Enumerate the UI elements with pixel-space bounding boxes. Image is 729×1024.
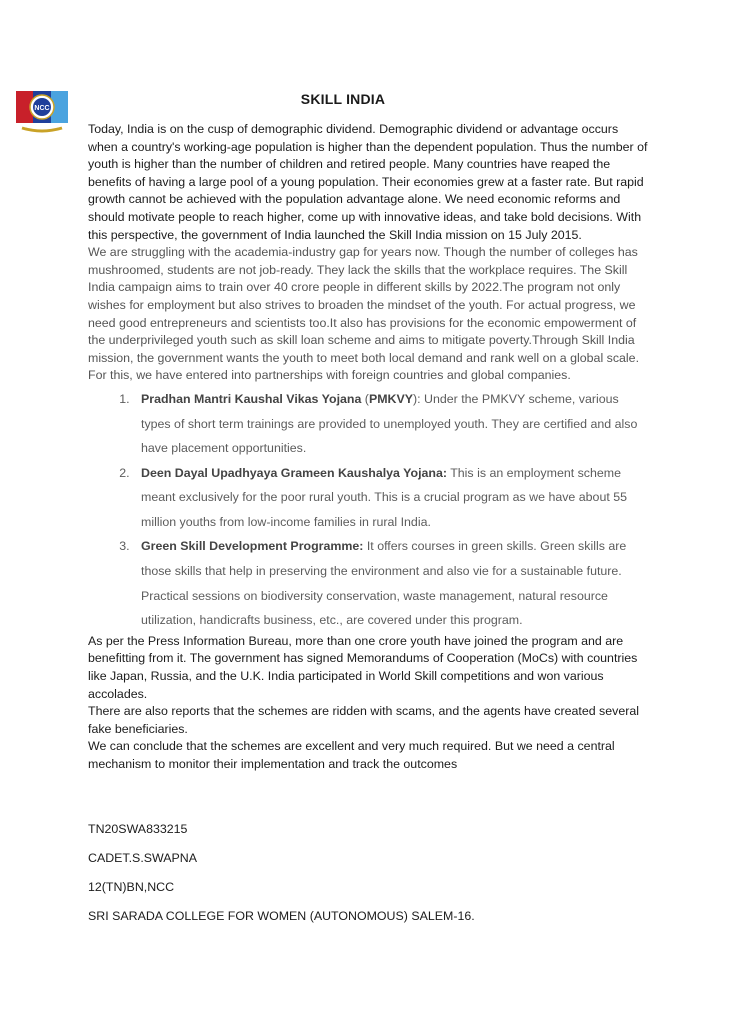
conclusion-paragraph: We can conclude that the schemes are excellent and very much required. But we need a central mechanism to monitor their implementation and track the outcomes [88, 739, 615, 771]
scheme-name: Green Skill Development Programme: [141, 539, 364, 554]
logo-text: NCC [34, 105, 50, 112]
scheme-name: Deen Dayal Upadhyaya Grameen Kaushalya Yojana: [141, 465, 447, 480]
scheme-abbr-open: ( [361, 391, 369, 406]
scam-paragraph: There are also reports that the schemes are ridden with scams, and the agents have created several fake beneficiaries. [88, 704, 639, 736]
document-title: SKILL INDIA [300, 91, 386, 107]
college-name: SRI SARADA COLLEGE FOR WOMEN (AUTONOMOUS) SALEM-16. [88, 909, 475, 923]
scheme-text: This is an employment scheme meant exclusively for the poor rural youth. This is a crucial program as we have about 55 million youths from low-income families in rural India. [141, 465, 627, 529]
schemes-list [88, 387, 648, 633]
scheme-text: It offers courses in green skills. Green skills are those skills that help in preserving the environment and also vie for a sustainable future. Practical sessions on biodiversity conservation, waste management, natural resource utilization, handicrafts business, etc., are covered under this program. [141, 539, 627, 628]
list-item [133, 534, 648, 632]
gap-paragraph: We are struggling with the academia-industry gap for years now. Though the number of colleges has mushroomed, students are not job-ready. They lack the skills that the workplace requires. The Skill India campaign aims to train over 40 crore people in different skills by 2022.The program not only wishes for employment but also strives to broaden the mindset of the youth. For actual progress, we need good entrepreneurs and scientists too.It also has provisions for the economic empowerment of the underprivileged youth such as skill loan scheme and aims to mitigate poverty.Through Skill India mission, the government wants the youth to meet both local demand and rank well on a global scale. For this, we have entered into partnerships with foreign countries and global companies. [88, 245, 640, 383]
scheme-name: Pradhan Mantri Kaushal Vikas Yojana [141, 391, 362, 406]
list-item [133, 387, 648, 461]
pib-paragraph: As per the Press Information Bureau, more than one crore youth have joined the program and are benefitting from it. The government has signed Memorandums of Cooperation (MoCs) with countries like Japan, Russia, and the U.K. India participated in World Skill competitions and won various accolades. [88, 633, 638, 701]
intro-paragraph: Today, India is on the cusp of demographic dividend. Demographic dividend or advantage occurs when a country's working-age population is higher than the dependent population. Thus the number of youth is higher than the number of children and retired people. Many countries have reaped the benefits of having a large pool of a young population. Their economies grew at a faster rate. But rapid growth cannot be achieved with the population advantage alone. We need economic reforms and should motivate people to reach higher, come up with innovative ideas, and take bold decisions. With this perspective, the government of India launched the Skill India mission on 15 July 2015. [88, 122, 648, 242]
cadet-unit: 12(TN)BN,NCC [88, 880, 175, 894]
document-body [88, 121, 648, 923]
list-item [133, 461, 648, 535]
scheme-abbr: PMKVY [368, 391, 414, 406]
cadet-id: TN20SWA833215 [88, 822, 188, 836]
scheme-text: ): Under the PMKVY scheme, various types of short term trainings are provided to unemployed youth. They are certified and also have placement opportunities. [141, 391, 638, 456]
cadet-name: CADET.S.SWAPNA [88, 851, 198, 865]
